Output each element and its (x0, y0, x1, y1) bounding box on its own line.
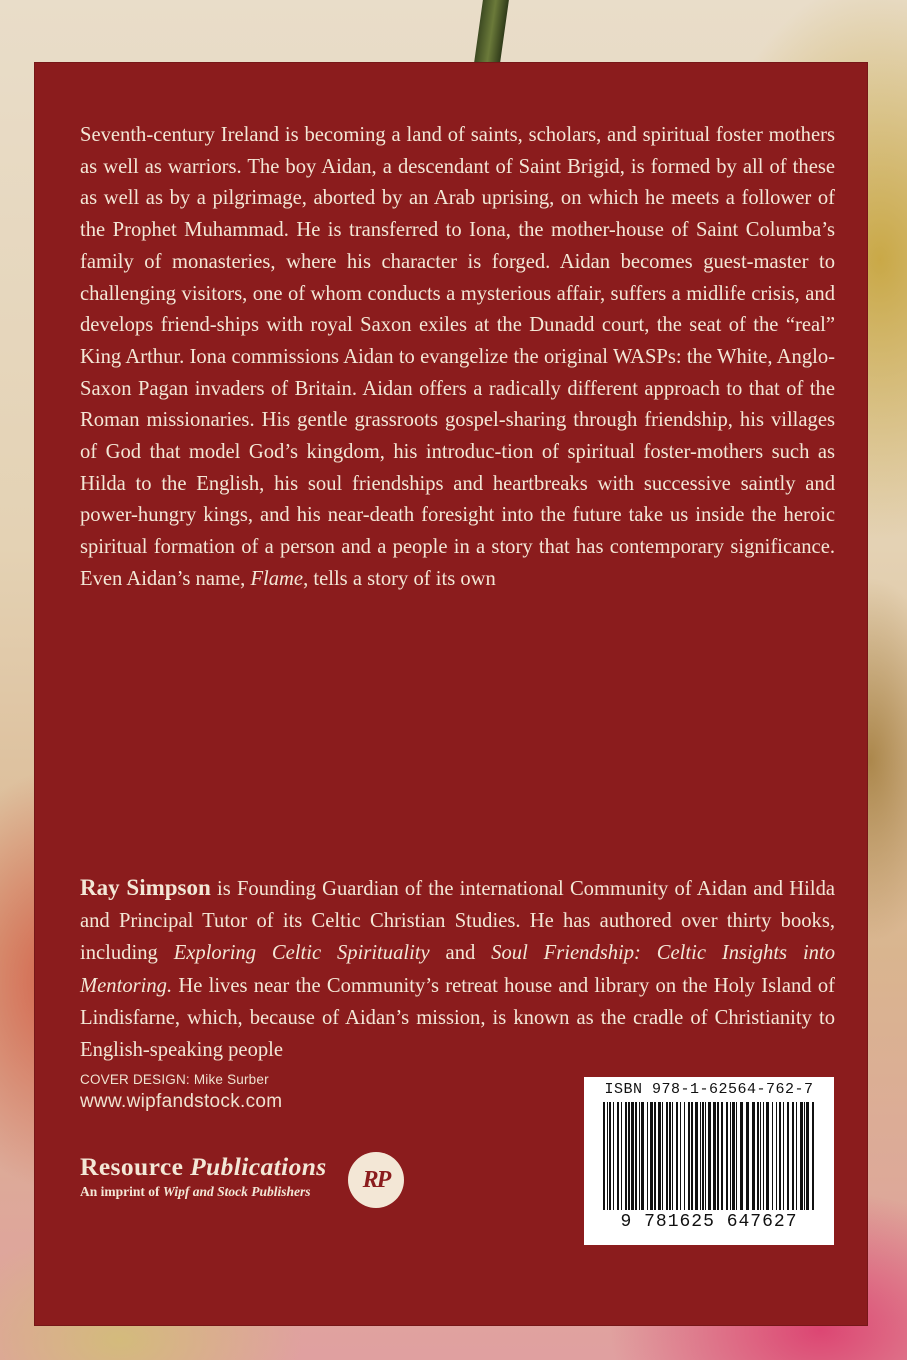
back-cover-panel (34, 62, 868, 1326)
barcode-bar (617, 1102, 619, 1210)
credits (80, 1072, 282, 1113)
barcode-bar (628, 1102, 630, 1210)
barcode-bar (726, 1102, 728, 1210)
barcode-bar (732, 1102, 735, 1210)
barcode-bar (776, 1102, 777, 1210)
barcode-bar (621, 1102, 622, 1210)
barcode-bars (599, 1102, 819, 1214)
barcode-bar (800, 1102, 803, 1210)
cover-design-credit: COVER DESIGN: Mike Surber (80, 1072, 269, 1087)
flower-stem-art (473, 0, 509, 70)
publisher-name (80, 1152, 380, 1182)
publisher-imprint (80, 1184, 380, 1200)
barcode-bar (772, 1102, 773, 1210)
barcode-bar (806, 1102, 809, 1210)
barcode-bar (695, 1102, 698, 1210)
barcode-bar (702, 1102, 704, 1210)
barcode-bar (631, 1102, 634, 1210)
bio-book-title-1: Exploring Celtic Spirituality (173, 942, 430, 965)
barcode-bar (779, 1102, 781, 1210)
barcode-bar (684, 1102, 685, 1210)
barcode-bar (650, 1102, 653, 1210)
book-blurb (80, 120, 835, 596)
rp-logo-icon: RP (348, 1152, 404, 1208)
barcode-bar (654, 1102, 656, 1210)
barcode-bar (647, 1102, 648, 1210)
barcode-bar (607, 1102, 608, 1210)
imprint-prefix: An imprint of (80, 1184, 163, 1199)
blurb-text: Seventh-century Ireland is becoming a land of saints, scholars, and spiritual foster mothers as well as warriors. The boy Aidan, a descendant of Saint Brigid, is formed by all of these as well as by a pilgrimage, aborted by an Arab uprising, on which he meets a follower of the Prophet Muhammad. He is transferred to Iona, the mother-house of Saint Columba’s family of monasteries, where his character is forged. Aidan becomes guest-master to challenging visitors, one of whom conducts a mysterious affair, suffers a midlife crisis, and develops friend-ships with royal Saxon exiles at the Dunadd court, the seat of the “real” King Arthur. Iona commissions Aidan to evangelize the original WASPs: the White, Anglo-Saxon Pagan invaders of Britain. Aidan offers a radically different approach to that of the Roman missionaries. His gentle grassroots gospel-sharing through friendship, his villages of God that model God’s kingdom, his introduc-tion of spiritual foster-mothers such as Hilda to the English, his soul friendships and heartbreaks with successive saintly and power-hungry kings, and his near-death foresight into the future take us inside the heroic spiritual formation of a person and a people in a story that has contemporary significance. Even Aidan’s name, (80, 124, 835, 590)
barcode-bar (700, 1102, 701, 1210)
publisher-logo-block (80, 1152, 390, 1222)
barcode-bar (792, 1102, 794, 1210)
barcode-bar (736, 1102, 737, 1210)
barcode-bar (658, 1102, 661, 1210)
barcode-bar (740, 1102, 743, 1210)
blurb-text-end: , tells a story of its own (303, 567, 496, 590)
barcode-bar (669, 1102, 671, 1210)
author-bio (80, 872, 835, 1066)
barcode-bar (705, 1102, 706, 1210)
barcode-bar (783, 1102, 784, 1210)
bio-book-title-2: Soul Friendship: Celtic Insights into Mentoring. (80, 942, 835, 997)
barcode-bar (796, 1102, 797, 1210)
publisher-name-a: Resource (80, 1152, 191, 1181)
author-name: Ray Simpson (80, 875, 211, 900)
barcode-digits: 9 781625 647627 (620, 1212, 798, 1232)
isbn-barcode (584, 1077, 834, 1245)
barcode-bar (757, 1102, 759, 1210)
bio-and: and (429, 942, 492, 965)
barcode-bar (787, 1102, 789, 1210)
barcode-bar (766, 1102, 769, 1210)
blurb-flame-italic: Flame (250, 567, 304, 590)
barcode-bar (609, 1102, 611, 1210)
barcode-bar (676, 1102, 678, 1210)
barcode-bar (666, 1102, 668, 1210)
barcode-bar (691, 1102, 693, 1210)
barcode-bar (688, 1102, 690, 1210)
barcode-bar (760, 1102, 761, 1210)
barcode-bar (752, 1102, 755, 1210)
barcode-bar (746, 1102, 749, 1210)
barcode-bar (730, 1102, 731, 1210)
barcode-bar (680, 1102, 681, 1210)
bio-text-1: is Founding Guardian of the international Community of Aidan and Hilda and Principal Tutor of its Celtic Christian Studies. He has authored over thirty books, including (80, 878, 836, 965)
barcode-bar (603, 1102, 605, 1210)
barcode-bar (717, 1102, 719, 1210)
isbn-label: ISBN 978-1-62564-762-7 (604, 1081, 814, 1098)
barcode-bar (625, 1102, 627, 1210)
bio-text-2: He lives near the Community’s retreat house and library on the Holy Island of Lindisfarne, which, because of Aidan’s mission, is known as the cradle of Christianity to English-speaking people (80, 974, 835, 1062)
barcode-bar (639, 1102, 640, 1210)
barcode-bar (721, 1102, 723, 1210)
barcode-bar (804, 1102, 805, 1210)
barcode-bar (812, 1102, 814, 1210)
imprint-name: Wipf and Stock Publishers (162, 1184, 311, 1199)
barcode-bar (763, 1102, 764, 1210)
barcode-bar (713, 1102, 716, 1210)
barcode-bar (635, 1102, 637, 1210)
publisher-name-b: Publications (190, 1152, 327, 1181)
barcode-bar (708, 1102, 711, 1210)
publisher-url: www.wipfandstock.com (80, 1091, 283, 1112)
barcode-bar (613, 1102, 614, 1210)
barcode-bar (641, 1102, 644, 1210)
barcode-bar (662, 1102, 663, 1210)
barcode-bar (672, 1102, 673, 1210)
